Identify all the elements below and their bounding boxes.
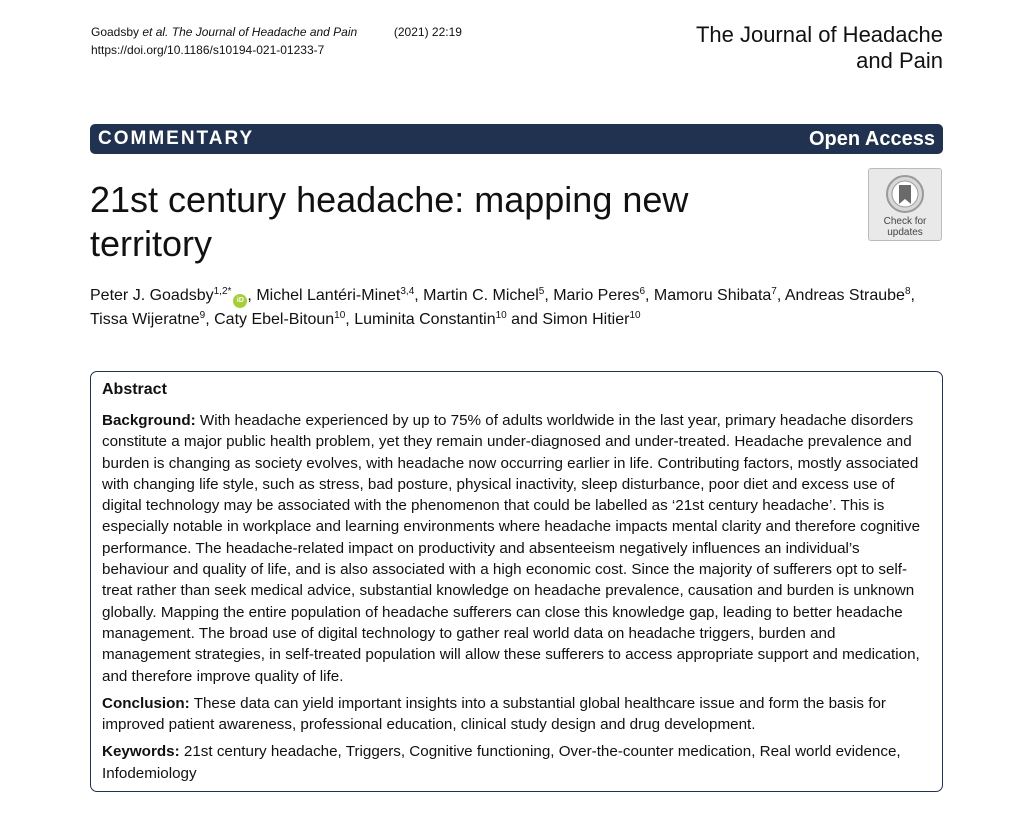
running-header bbox=[91, 23, 462, 59]
citation-line bbox=[91, 23, 462, 41]
author-affiliation: 8 bbox=[904, 286, 911, 297]
author-name[interactable]: Mario Peres bbox=[553, 287, 640, 304]
title-line2: territory bbox=[90, 223, 213, 264]
author-name[interactable]: Michel Lantéri-Minet bbox=[256, 287, 401, 304]
header-volume: (2021) 22:19 bbox=[393, 25, 462, 39]
author-affiliation: 5 bbox=[538, 286, 545, 297]
header-journal: The Journal of Headache and Pain bbox=[171, 25, 358, 39]
keywords-label: Keywords: bbox=[102, 743, 180, 761]
author-affiliation: 10 bbox=[334, 310, 346, 321]
author-separator: , bbox=[247, 287, 257, 304]
journal-name bbox=[696, 22, 943, 74]
author-affiliation: 7 bbox=[771, 286, 777, 297]
author-affiliation: 6 bbox=[639, 286, 646, 297]
check-for-updates-label bbox=[869, 216, 941, 238]
author-name[interactable]: Tissa Wijeratne bbox=[90, 311, 200, 328]
check-updates-line1: Check for bbox=[883, 216, 927, 227]
author-separator: and bbox=[506, 311, 543, 328]
author-name[interactable]: Andreas Straube bbox=[784, 287, 905, 304]
author-separator: , bbox=[910, 287, 915, 304]
journal-name-line1: The Journal of Headache bbox=[695, 22, 943, 47]
article-type: COMMENTARY bbox=[98, 128, 255, 149]
background-text: With headache experienced by up to 75% of adults worldwide in the last year, primary headache disorders constitute a major public health problem, yet they remain under-diagnosed and under-treated. Headache prevalence and burden is changing as society evolves, with headache now occurring earlier in life. Contributing factors, mostly associated with changing life style, such as stress, bad posture, physical inactivity, sleep disturbance, poor diet and excess use of digital technology may be associated with the phenomenon that could be labelled as ‘21st century headache’. This is especially notable in workplace and learning environments where headache impacts mental clarity and therefore cognitive performance. The headache-related impact on productivity and absenteeism negatively influences an individual’s behaviour and quality of life, and is also associated with a high economic cost. Since the majority of sufferers opt to self-treat rather than seek medical advice, substantial knowledge on headache prevalence, causation and burden is unknown globally. Mapping the entire population of headache sufferers can close this knowledge gap, leading to better headache management. The broad use of digital technology to gather real world data on headache triggers, burden and management strategies, in self-treated population will allow these sufferers to access appropriate support and medication, and therefore improve quality of life. bbox=[102, 412, 921, 685]
abstract-background bbox=[102, 410, 928, 687]
author-separator: , bbox=[544, 287, 554, 304]
doi-link[interactable]: https://doi.org/10.1186/s10194-021-01233-7 bbox=[91, 43, 325, 57]
conclusion-label: Conclusion: bbox=[102, 694, 190, 712]
author-affiliation: 9 bbox=[199, 310, 206, 321]
author-name[interactable]: Peter J. Goadsby bbox=[90, 287, 214, 304]
author-affiliation: 10 bbox=[629, 310, 641, 321]
open-access-label: Open Access bbox=[809, 127, 935, 150]
header-authors: Goadsby bbox=[91, 25, 140, 39]
article-title bbox=[90, 178, 790, 266]
orcid-icon[interactable]: iD bbox=[233, 294, 247, 308]
background-label: Background: bbox=[102, 412, 196, 429]
author-separator: , bbox=[414, 287, 424, 304]
abstract-heading: Abstract bbox=[102, 381, 167, 398]
author-separator: , bbox=[776, 287, 785, 304]
author-affiliation: 10 bbox=[495, 310, 507, 321]
author-separator: , bbox=[345, 311, 355, 328]
check-updates-line2: updates bbox=[887, 227, 923, 238]
conclusion-text: These data can yield important insights into a substantial global healthcare issue and form the basis for improved patient awareness, professional education, clinical study design and drug development. bbox=[102, 694, 886, 734]
check-for-updates-button[interactable] bbox=[868, 168, 942, 241]
author-name[interactable]: Luminita Constantin bbox=[354, 311, 496, 328]
article-type-banner bbox=[90, 124, 943, 154]
author-name[interactable]: Simon Hitier bbox=[542, 311, 630, 328]
abstract-keywords bbox=[102, 741, 928, 784]
author-name[interactable]: Caty Ebel-Bitoun bbox=[214, 311, 335, 328]
author-separator: , bbox=[205, 311, 215, 328]
author-name[interactable]: Mamoru Shibata bbox=[653, 287, 772, 304]
author-affiliation: 1,2* bbox=[213, 286, 232, 297]
journal-name-line2: and Pain bbox=[856, 48, 943, 73]
abstract-box bbox=[90, 371, 943, 792]
bookmark-icon bbox=[885, 174, 925, 214]
author-name[interactable]: Martin C. Michel bbox=[423, 287, 539, 304]
author-separator: , bbox=[645, 287, 654, 304]
header-et-al: et al. bbox=[142, 25, 169, 39]
keywords-text: 21st century headache, Triggers, Cognitive functioning, Over-the-counter medication, Real world evidence, Infodemiology bbox=[102, 743, 901, 782]
title-line1: 21st century headache: mapping new bbox=[90, 179, 689, 220]
abstract-conclusion bbox=[102, 693, 928, 736]
author-list bbox=[90, 284, 950, 332]
author-affiliation: 3,4 bbox=[400, 286, 415, 297]
